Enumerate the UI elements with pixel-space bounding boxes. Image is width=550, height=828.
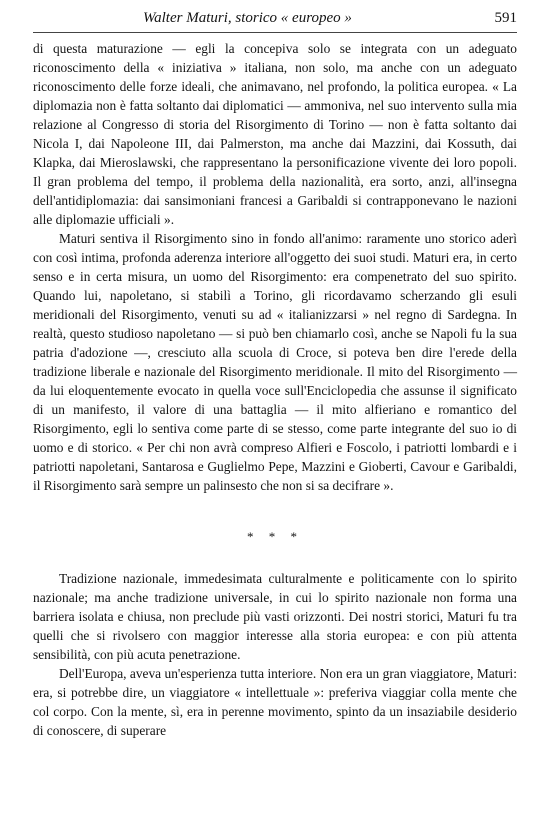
paragraph-3: Tradizione nazionale, immedesimata culturalmente e politicamente con lo spirito nazionale; ma anche tradizione universale, in cui lo spirito nazionale non forma una barriera isolata e chiusa, non preclude più vasti orizzonti. Dei nostri storici, Maturi fu tra quelli che si rivolsero con maggior interesse alla storia europea: e con più attenta sensibilità, con più acuta penetrazione. [33,571,517,662]
paragraph-2: Maturi sentiva il Risorgimento sino in fondo all'animo: raramente uno storico aderì con così intima, profonda aderenza interiore all'oggetto dei suoi studi. Maturi era, in certo senso e in certa misura, un uomo del Risorgimento: era compenetrato del suo spirito. Quando lui, napoletano, si stabilì a Torino, gli ricordavamo scherzando gli esuli meridionali del Risorgimento, venuti su ad « italianizzarsi » nel regno di Sardegna. In realtà, questo studioso napoletano — si può ben chiamarlo così, anche se Napoli fu la sua patria d'adozione —, cresciuto alla scuola di Croce, si poteva ben dire l'erede della tradizione liberale e nazionale del Risorgimento meridionale. Il mito del Risorgimento — da lui eloquentemente evocato in quella voce sull'Enciclopedia che assunse il significato di un manifesto, il valore di una battaglia — il mito alfieriano e romantico del Risorgimento, egli lo sentiva come parte di se stesso, come parte integrante del suo io di uomo e di storico. « Per chi non avrà compreso Alfieri e Foscolo, i patriotti lombardi e i patriotti napoletani, Santarosa e Guglielmo Pepe, Mazzini e Gioberti, Cavour e Garibaldi, il Risorgimento sarà sempre un palinsesto che non si sa decifrare ». [33,231,517,493]
paragraph-1: di questa maturazione — egli la concepiva solo se integrata con un adeguato riconoscimento della « iniziativa » italiana, non solo, ma anche con un adeguato riconoscimento delle forze ideali, che animavano, nel profondo, la politica europea. « La diplomazia non è fatta soltanto dai diplomatici — ammoniva, nel suo intervento sulla mia relazione al Congresso di storia del Risorgimento di Torino — non è fatta soltanto dai Nicola I, dai Napoleone III, dai Palmerston, ma anche dai Mazzini, dai Kossuth, dai Klapka, dai Mieroslawski, che rappresentano la personificazione vivente dei loro popoli. Il gran problema del tempo, il problema della nazionalità, era sorto, anzi, all'insegna dell'antidiplomazia: dai sansimoniani francesi a Garibaldi si contrapponevano le nazioni alle diplomazie ufficiali ». [33,41,517,227]
page-number: 591 [494,10,517,26]
running-title: Walter Maturi, storico « europeo » [143,10,352,26]
running-header [33,6,517,33]
paragraph-4: Dell'Europa, aveva un'esperienza tutta interiore. Non era un gran viaggiatore, Maturi: era, si potrebbe dire, un viaggiatore « intellettuale »: preferiva viaggiar colla mente che col corpo. Con la mente, sì, era in perenne movimento, spinto da un insaziabile desiderio di conoscere, di superare [33,666,517,738]
section-separator: * * * [247,529,303,544]
book-page [33,6,517,740]
